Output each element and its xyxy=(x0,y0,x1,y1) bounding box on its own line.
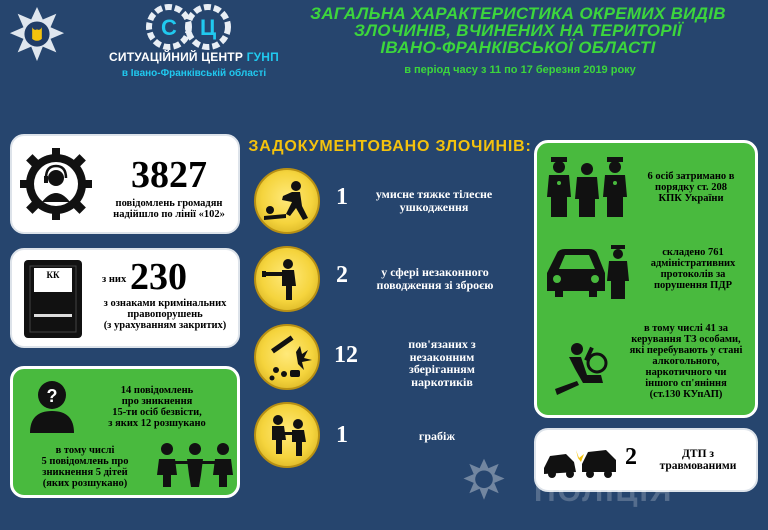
gun-icon xyxy=(254,246,320,312)
accidents-count: 2 xyxy=(625,444,637,470)
criminal-text: з ознаками кримінальних правопорушень (з урахуванням закритих) xyxy=(103,298,227,331)
missing-text: 14 повідомлень про зникнення 15-ти осіб безвісти, з яких 12 розшукано xyxy=(108,385,206,429)
drunk-driving-text: в тому числі 41 за керування ТЗ особами, які перебувають у стані алкогольного, наркотичного чи іншого сп'яніння (ст.130 КУпАП) xyxy=(629,323,743,400)
accidents-text: ДТП з травмованими xyxy=(659,448,737,472)
svg-text:С: С xyxy=(161,15,177,40)
drugs-icon xyxy=(254,324,320,390)
operator-gear-icon xyxy=(18,146,94,222)
period-text: в період часу з 11 по 17 березня 2019 року xyxy=(404,64,636,76)
police-activity-card xyxy=(534,140,758,418)
unknown-person-icon xyxy=(27,377,77,433)
crime-count-weapons: 2 xyxy=(336,262,348,288)
crime-count-drugs: 12 xyxy=(334,342,358,368)
detained-persons-icon xyxy=(545,153,629,219)
criminal-count: 230 xyxy=(130,256,187,298)
calls-text: повідомлень громадян надійшло по лінії «102» xyxy=(113,198,225,220)
crime-count-assault: 1 xyxy=(336,184,348,210)
crime-label-assault: умисне тяжке тілесне ушкодження xyxy=(375,187,493,214)
book-top-label: КК xyxy=(46,270,60,280)
car-police-icon xyxy=(543,239,633,301)
crime-count-robbery: 1 xyxy=(336,422,348,448)
children-icon xyxy=(153,439,237,489)
svg-text:?: ? xyxy=(46,386,58,406)
assault-icon xyxy=(254,168,320,234)
police-star-logo xyxy=(8,6,66,64)
police-watermark-star-icon xyxy=(462,458,506,502)
missing-persons-card xyxy=(10,366,240,498)
situation-center-logo xyxy=(146,4,232,50)
calls-count: 3827 xyxy=(131,154,207,196)
page-title: ЗАГАЛЬНА ХАРАКТЕРИСТИКА ОКРЕМИХ ВИДІВ ЗЛОЧИНІВ, ВЧИНЕНИХ НА ТЕРИТОРІЇ ІВАНО-ФРАНКІВСЬКОЇ ОБЛАСТІ xyxy=(310,4,726,57)
police-watermark: ПОЛІЦІЯ xyxy=(534,475,674,508)
situation-center-name: СИТУАЦІЙНИЙ ЦЕНТР ГУНП xyxy=(109,50,279,64)
svg-text:Ц: Ц xyxy=(199,15,217,40)
documented-crimes-title: ЗАДОКУМЕНТОВАНО ЗЛОЧИНІВ: xyxy=(248,138,532,155)
detained-text: 6 осіб затримано в порядку ст. 208 КПК України xyxy=(647,171,735,204)
criminal-card xyxy=(10,248,240,348)
crime-label-weapons: у сфері незаконного поводження зі зброєю xyxy=(376,265,494,292)
situation-center-region: в Івано-Франківській області xyxy=(121,68,267,79)
calls-card xyxy=(10,134,240,234)
missing-children-text: в тому числі 5 повідомлень про зникнення 5 дітей (яких розшукано) xyxy=(41,445,129,489)
robbery-icon xyxy=(254,402,320,468)
criminal-prefix: з них xyxy=(102,274,127,285)
crime-label-robbery: грабіж xyxy=(418,429,456,443)
book-bottom-label: УКРАЇНИ xyxy=(35,282,71,291)
crime-label-drugs: пов'язаних з незаконним зберіганням наркотиків xyxy=(408,337,476,389)
drunk-driver-icon xyxy=(547,339,613,399)
protocols-text: складено 761 адміністративних протоколів за порушення ПДР xyxy=(650,247,736,291)
